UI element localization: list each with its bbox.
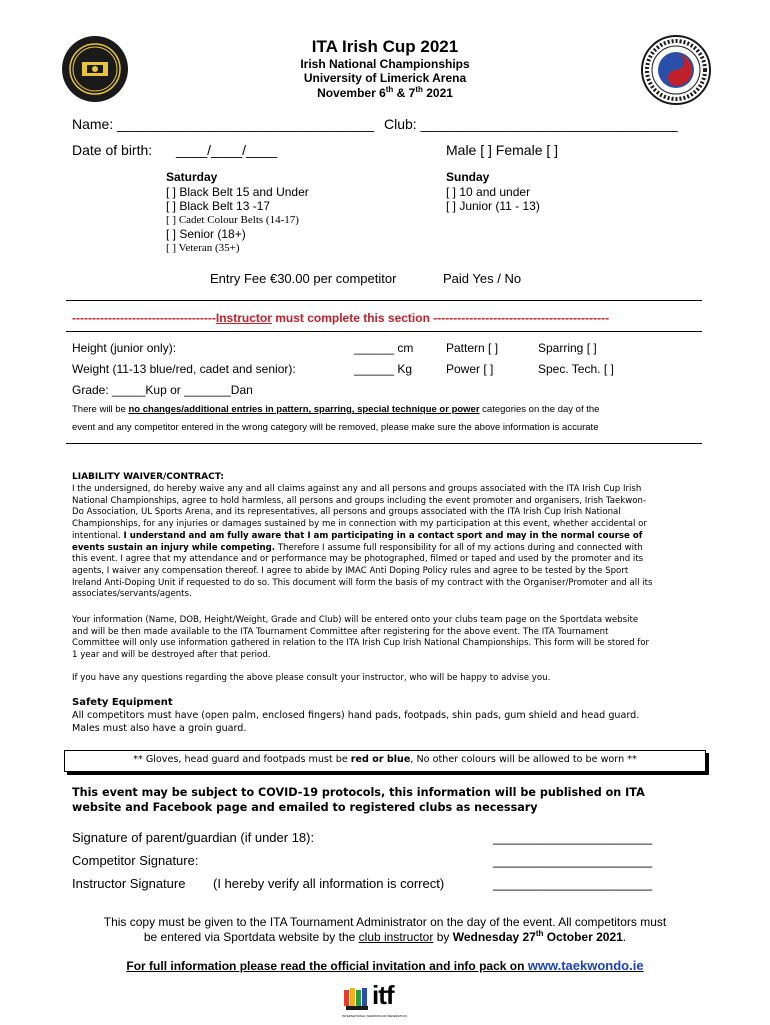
saturday-heading: Saturday [166, 170, 218, 184]
parent-signature-field[interactable]: ______________________ [493, 830, 653, 845]
dob-label: Date of birth: [72, 142, 153, 158]
instructor-banner: ------------------------------------Instructor must complete this section -------------------------------------------- [72, 311, 610, 325]
saturday-item-3[interactable]: [ ] Senior (18+) [166, 227, 246, 241]
paid-field[interactable]: Paid Yes / No [443, 271, 522, 286]
footer-line-2: be entered via Sportdata website by the club instructor by Wednesday 27th October 2021. [143, 929, 627, 944]
privacy-text: Your information (Name, DOB, Height/Weight, Grade and Club) will be entered onto your clubs team page on the Sportdata website and will be then made available to the ITA Tournament Committee after registering for the above event. The ITA Tournament Committee will only use information gathered in relation to the ITA Irish Cup Irish National Championships. This form will be stored for 1 year and will be destroyed after that period. [72, 615, 650, 661]
height-field[interactable]: ______ cm [354, 341, 414, 355]
instructor-signature-field[interactable]: ______________________ [493, 876, 653, 891]
sunday-item-1[interactable]: [ ] Junior (11 - 13) [446, 199, 540, 213]
gender-field[interactable]: Male [ ] Female [ ] [446, 142, 559, 158]
saturday-item-0[interactable]: [ ] Black Belt 15 and Under [166, 185, 309, 199]
divider [66, 300, 702, 301]
category-note: There will be no changes/additional entries in pattern, sparring, special technique or power categories on the day of the [72, 404, 600, 415]
colour-notice: ** Gloves, head guard and footpads must be red or blue, No other colours will be allowed to be worn ** [133, 754, 637, 765]
covid-notice-1: This event may be subject to COVID-19 protocols, this information will be published on ITA [72, 786, 645, 799]
weight-label: Weight (11-13 blue/red, cadet and senior): [72, 362, 296, 376]
saturday-item-2[interactable]: [ ] Cadet Colour Belts (14-17) [166, 214, 299, 226]
event-title: ITA Irish Cup 2021 [311, 37, 459, 56]
covid-notice-2: website and Facebook page and emailed to registered clubs as necessary [72, 801, 538, 814]
event-date: November 6th & 7th 2021 [317, 85, 453, 100]
entry-fee: Entry Fee €30.00 per competitor [210, 271, 397, 286]
saturday-item-4[interactable]: [ ] Veteran (35+) [166, 242, 240, 254]
grade-field[interactable]: Grade: _____Kup or _______Dan [72, 383, 253, 397]
spec-tech-checkbox[interactable]: Spec. Tech. [ ] [538, 362, 614, 376]
event-subtitle-1: Irish National Championships [300, 57, 470, 71]
website-link[interactable]: www.taekwondo.ie [527, 958, 644, 973]
power-checkbox[interactable]: Power [ ] [446, 362, 494, 376]
club-field[interactable]: Club: _________________________________ [384, 116, 678, 132]
sparring-checkbox[interactable]: Sparring [ ] [538, 341, 597, 355]
parent-signature-label: Signature of parent/guardian (if under 18): [72, 830, 315, 845]
itf-logo [342, 980, 428, 1020]
verify-note: (I hereby verify all information is correct) [213, 876, 445, 891]
safety-line-2: Males must also have a groin guard. [72, 723, 247, 734]
safety-line-1: All competitors must have (open palm, enclosed fingers) hand pads, footpads, shin pads, gum shield and head guard. [72, 710, 640, 721]
waiver-text: I the undersigned, do hereby waive any and all claims against any and all persons and groups associated with the ITA Irish Cup Irish National Championships, agree to hold harmless, all persons and groups including the event promoter and organisers, Irish Taekwon- Do Association, UL Sports Arena, and its representatives, all persons and groups associated with the ITA Irish Cup Irish National Championships, for any injuries or damages sustained by me in connection with my participation at this event, whether accidental or intentional. I understand and am fully aware that I am participating in a contact sport and may in the normal course of events sustain an injury while competing. Therefore I assume full responsibility for all of my actions during and connected with this event. I agree that my attendance and or performance may be photographed, filmed or taped and used by the promoter and its agents, I waiver any compensation thereof. I agree to abide by IMAC Anti Doping Policy rules and agree to be tested by the Sport Ireland Anti-Doping Unit if requested to do so. This document will form the basis of my contract with the Organiser/Promoter and all its associates/servants/agents. [72, 484, 653, 600]
safety-heading: Safety Equipment [72, 697, 173, 708]
sunday-item-0[interactable]: [ ] 10 and under [446, 185, 531, 199]
height-label: Height (junior only): [72, 341, 177, 355]
info-pack-note: For full information please read the official invitation and info pack on www.taekwondo.ie [126, 958, 644, 973]
itf-logo-subtitle: INTERNATIONAL TAEKWON-DO FEDERATION [342, 1014, 407, 1018]
instructor-signature-label: Instructor Signature [72, 876, 186, 891]
name-field[interactable]: Name: _________________________________ [72, 116, 375, 132]
pattern-checkbox[interactable]: Pattern [ ] [446, 341, 499, 355]
weight-field[interactable]: ______ Kg [354, 362, 413, 376]
footer-line-1: This copy must be given to the ITA Tournament Administrator on the day of the event. All competitors must [103, 915, 667, 929]
dob-field[interactable]: ____/____/____ [176, 142, 278, 158]
sunday-heading: Sunday [446, 170, 490, 184]
colour-notice-box [64, 750, 706, 772]
questions-text: If you have any questions regarding the above please consult your instructor, who will be happy to advise you. [72, 673, 551, 683]
saturday-item-1[interactable]: [ ] Black Belt 13 -17 [166, 199, 271, 213]
event-subtitle-2: University of Limerick Arena [303, 71, 467, 85]
competitor-signature-label: Competitor Signature: [72, 853, 199, 868]
category-note-2: event and any competitor entered in the wrong category will be removed, please make sure the above information is accurate [72, 422, 599, 433]
waiver-heading: LIABILITY WAIVER/CONTRACT: [72, 472, 224, 482]
divider [66, 331, 702, 332]
competitor-signature-field[interactable]: ______________________ [493, 853, 653, 868]
divider [66, 443, 702, 444]
itf-wordmark: itf [372, 980, 394, 1010]
